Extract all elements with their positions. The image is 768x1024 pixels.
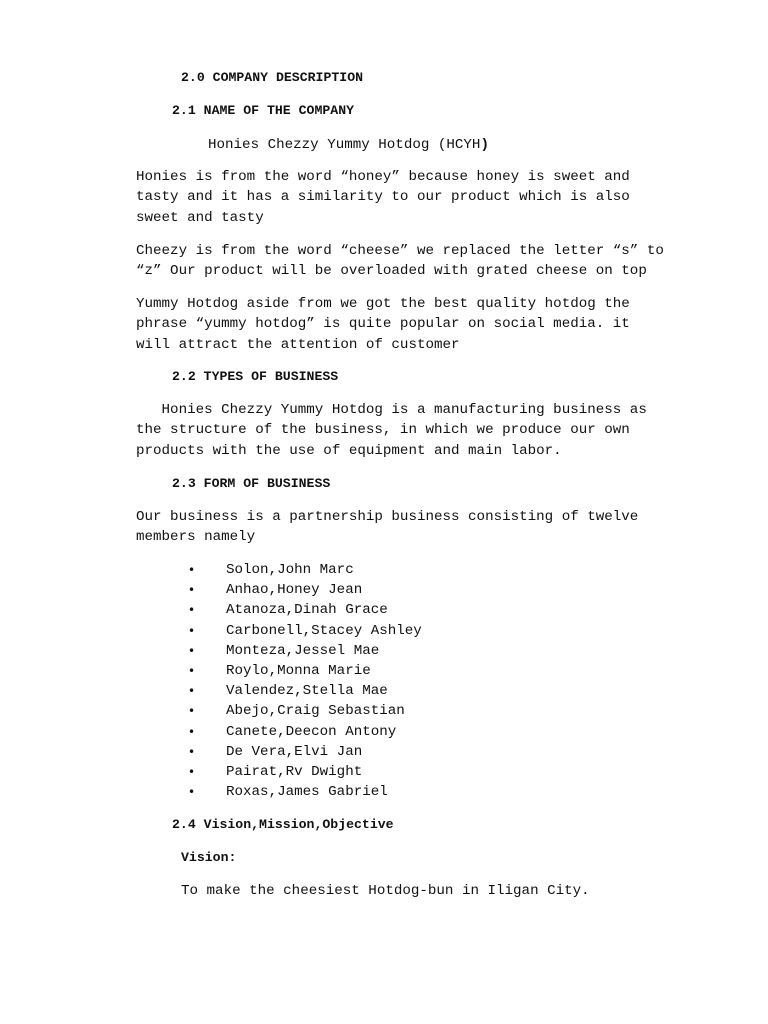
bullet-icon: •: [188, 704, 196, 719]
heading-form-of-business: 2.3 FORM OF BUSINESS: [172, 476, 331, 491]
member-name: Solon,John Marc: [226, 562, 354, 578]
member-name: Valendez,Stella Mae: [226, 683, 388, 700]
vision-label: Vision:: [181, 850, 237, 865]
heading-types-of-business: 2.2 TYPES OF BUSINESS: [172, 369, 339, 384]
paragraph-cheezy: Cheezy is from the word “cheese” we replaced the letter “s” to “z” Our product will be overloaded with grated cheese on top: [136, 243, 664, 280]
paragraph-yummy: Yummy Hotdog aside from we got the best quality hotdog the phrase “yummy hotdog” is quite popular on social media. it will attract the attention of customer: [136, 296, 630, 353]
member-name: De Vera,Elvi Jan: [226, 743, 363, 760]
member-name: Canete,Deecon Antony: [226, 723, 397, 740]
heading-name-of-company: 2.1 NAME OF THE COMPANY: [172, 103, 355, 118]
bullet-icon: •: [188, 563, 196, 577]
vision-text: To make the cheesiest Hotdog-bun in Iligan City.: [181, 883, 590, 899]
member-name: Pairat,Rv Dwight: [226, 763, 363, 780]
bullet-icon: •: [188, 785, 196, 800]
bullet-icon: •: [188, 603, 196, 618]
paragraph-honies: Honies is from the word “honey” because honey is sweet and tasty and it has a similarity to our product which is also sweet and tasty: [136, 169, 630, 226]
member-name: Anhao,Honey Jean: [226, 582, 363, 599]
bullet-icon: •: [188, 744, 196, 759]
member-name: Roylo,Monna Marie: [226, 662, 371, 679]
heading-vision-mission-objective: 2.4 Vision,Mission,Objective: [172, 817, 394, 832]
bullet-icon: •: [188, 583, 196, 598]
member-name: Carbonell,Stacey Ashley: [226, 622, 422, 639]
paragraph-types-of-business: Honies Chezzy Yummy Hotdog is a manufacturing business as the structure of the business, in which we produce our own products with the use of equipment and main labor.: [136, 402, 647, 459]
heading-company-description: 2.0 COMPANY DESCRIPTION: [181, 70, 364, 85]
member-name: Atanoza,Dinah Grace: [226, 602, 388, 619]
bullet-icon: •: [188, 684, 196, 699]
bullet-icon: •: [188, 724, 196, 739]
bullet-icon: •: [188, 764, 196, 779]
bullet-icon: •: [188, 663, 196, 678]
company-name-text: Honies Chezzy Yummy Hotdog (HCYH: [208, 137, 481, 153]
company-name: [208, 135, 489, 155]
member-name: Roxas,James Gabriel: [226, 784, 388, 801]
company-name-close: ): [480, 137, 489, 153]
member-name: Abejo,Craig Sebastian: [226, 703, 405, 720]
bullet-icon: •: [188, 643, 196, 658]
member-name: Monteza,Jessel Mae: [226, 642, 380, 659]
bullet-icon: •: [188, 623, 196, 638]
paragraph-form-of-business: Our business is a partnership business consisting of twelve members namely: [136, 509, 639, 546]
